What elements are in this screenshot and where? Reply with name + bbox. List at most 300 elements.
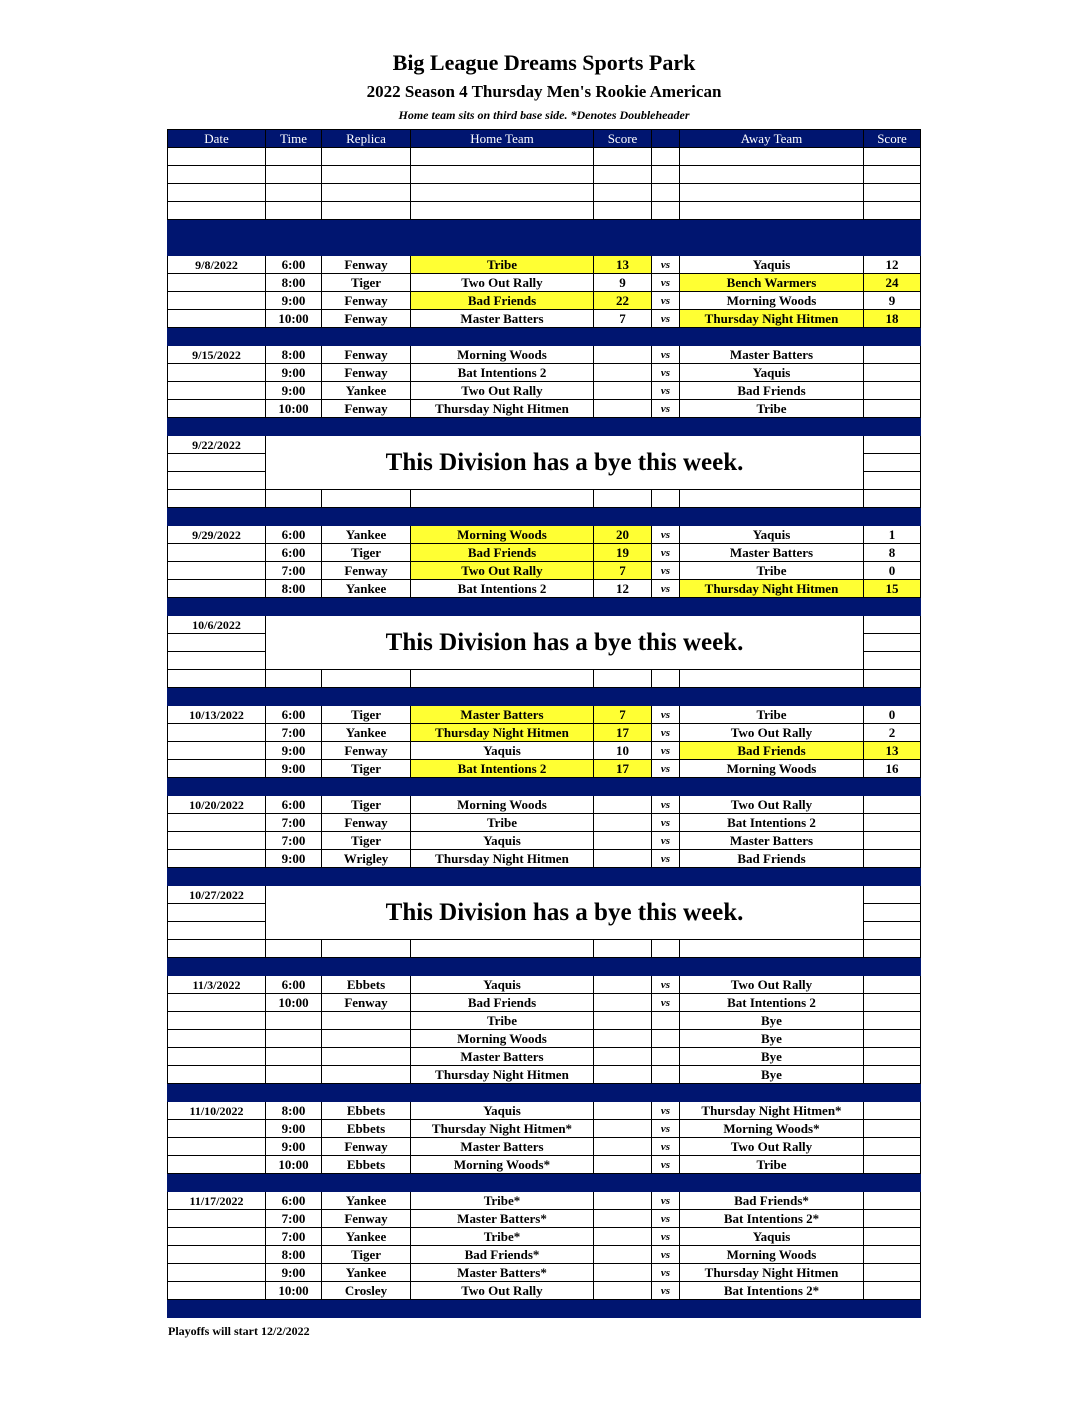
empty-cell <box>680 220 864 238</box>
empty-cell <box>266 148 322 166</box>
empty-cell <box>652 940 680 958</box>
vs-label: vs <box>652 850 680 868</box>
home-team: Yaquis <box>411 832 594 850</box>
game-field: Tiger <box>322 796 411 814</box>
empty-cell <box>322 418 411 436</box>
game-field: Fenway <box>322 562 411 580</box>
game-field <box>322 1012 411 1030</box>
home-score <box>594 1228 652 1246</box>
game-field: Tiger <box>322 832 411 850</box>
game-time: 6:00 <box>266 976 322 994</box>
empty-cell <box>168 328 266 346</box>
empty-row <box>168 166 921 184</box>
game-field <box>322 1066 411 1084</box>
empty-cell <box>864 778 921 796</box>
separator-row <box>168 328 921 346</box>
game-time <box>266 1066 322 1084</box>
game-field: Fenway <box>322 256 411 274</box>
game-row <box>168 364 921 382</box>
empty-cell <box>594 508 652 526</box>
game-row <box>168 814 921 832</box>
bye-message: This Division has a bye this week. <box>266 436 864 490</box>
game-field: Fenway <box>322 400 411 418</box>
empty-cell <box>411 1084 594 1102</box>
empty-cell <box>864 688 921 706</box>
away-team: Bat Intentions 2* <box>680 1282 864 1300</box>
empty-cell <box>168 274 266 292</box>
home-score: 12 <box>594 580 652 598</box>
home-score: 7 <box>594 562 652 580</box>
away-team: Bad Friends <box>680 850 864 868</box>
empty-cell <box>168 1300 266 1318</box>
empty-cell <box>168 562 266 580</box>
empty-cell <box>168 292 266 310</box>
home-team: Bat Intentions 2 <box>411 760 594 778</box>
away-team: Bench Warmers <box>680 274 864 292</box>
home-score: 13 <box>594 256 652 274</box>
away-score <box>864 994 921 1012</box>
game-row <box>168 1120 921 1138</box>
empty-cell <box>322 184 411 202</box>
game-time: 6:00 <box>266 256 322 274</box>
game-field: Fenway <box>322 994 411 1012</box>
header-vs <box>652 130 680 148</box>
empty-cell <box>168 904 266 922</box>
schedule-note: Home team sits on third base side. *Denotes Doubleheader <box>398 108 690 122</box>
empty-cell <box>168 238 266 256</box>
empty-cell <box>411 778 594 796</box>
away-score <box>864 1228 921 1246</box>
game-time: 8:00 <box>266 274 322 292</box>
empty-cell <box>266 238 322 256</box>
empty-cell <box>322 220 411 238</box>
home-score: 7 <box>594 310 652 328</box>
away-team: Two Out Rally <box>680 976 864 994</box>
empty-cell <box>266 166 322 184</box>
header-away-score: Score <box>864 130 921 148</box>
empty-cell <box>168 1228 266 1246</box>
game-row <box>168 1030 921 1048</box>
empty-cell <box>864 922 921 940</box>
vs-label: vs <box>652 1282 680 1300</box>
game-field: Yankee <box>322 1192 411 1210</box>
separator-row <box>168 778 921 796</box>
empty-cell <box>168 1012 266 1030</box>
away-score <box>864 1138 921 1156</box>
away-team: Morning Woods* <box>680 1120 864 1138</box>
game-time: 9:00 <box>266 742 322 760</box>
game-field: Ebbets <box>322 1156 411 1174</box>
vs-label: vs <box>652 1120 680 1138</box>
vs-label: vs <box>652 562 680 580</box>
empty-cell <box>411 508 594 526</box>
home-score: 17 <box>594 724 652 742</box>
empty-cell <box>864 148 921 166</box>
game-row <box>168 1102 921 1120</box>
empty-cell <box>266 1300 322 1318</box>
empty-cell <box>168 1048 266 1066</box>
empty-cell <box>680 184 864 202</box>
game-time: 10:00 <box>266 994 322 1012</box>
empty-cell <box>411 598 594 616</box>
empty-cell <box>322 1174 411 1192</box>
empty-cell <box>864 418 921 436</box>
empty-cell <box>168 364 266 382</box>
empty-cell <box>322 328 411 346</box>
vs-label: vs <box>652 544 680 562</box>
away-score: 0 <box>864 706 921 724</box>
empty-cell <box>322 166 411 184</box>
empty-cell <box>411 958 594 976</box>
empty-cell <box>322 238 411 256</box>
empty-cell <box>168 310 266 328</box>
game-field: Tiger <box>322 544 411 562</box>
empty-cell <box>168 940 266 958</box>
away-score <box>864 400 921 418</box>
empty-cell <box>411 490 594 508</box>
away-team: Morning Woods <box>680 1246 864 1264</box>
empty-cell <box>680 958 864 976</box>
away-score <box>864 1030 921 1048</box>
home-team: Bat Intentions 2 <box>411 580 594 598</box>
vs-label: vs <box>652 292 680 310</box>
empty-cell <box>266 958 322 976</box>
home-team: Bat Intentions 2 <box>411 364 594 382</box>
empty-row <box>168 148 921 166</box>
empty-cell <box>168 1174 266 1192</box>
empty-cell <box>864 436 921 454</box>
empty-cell <box>652 166 680 184</box>
home-team: Morning Woods <box>411 346 594 364</box>
game-field: Fenway <box>322 1210 411 1228</box>
empty-cell <box>864 634 921 652</box>
empty-cell <box>680 670 864 688</box>
bye-row <box>168 886 921 904</box>
schedule-table <box>167 129 921 1318</box>
game-time: 8:00 <box>266 346 322 364</box>
separator-row <box>168 868 921 886</box>
empty-cell <box>411 868 594 886</box>
game-row <box>168 1192 921 1210</box>
game-time: 8:00 <box>266 1102 322 1120</box>
vs-label: vs <box>652 1192 680 1210</box>
away-team: Thursday Night Hitmen* <box>680 1102 864 1120</box>
game-time: 9:00 <box>266 1264 322 1282</box>
vs-label: vs <box>652 1228 680 1246</box>
home-score: 22 <box>594 292 652 310</box>
empty-cell <box>864 220 921 238</box>
empty-cell <box>168 868 266 886</box>
bye-date: 10/27/2022 <box>168 886 266 904</box>
empty-cell <box>864 472 921 490</box>
game-field: Fenway <box>322 292 411 310</box>
separator-row <box>168 220 921 238</box>
empty-cell <box>322 1300 411 1318</box>
home-team: Bad Friends* <box>411 1246 594 1264</box>
game-date: 11/3/2022 <box>168 976 266 994</box>
empty-cell <box>168 148 266 166</box>
empty-cell <box>168 652 266 670</box>
empty-cell <box>266 598 322 616</box>
away-team: Bad Friends* <box>680 1192 864 1210</box>
empty-cell <box>864 1084 921 1102</box>
home-team: Bad Friends <box>411 994 594 1012</box>
empty-cell <box>266 670 322 688</box>
game-time: 6:00 <box>266 1192 322 1210</box>
home-score <box>594 994 652 1012</box>
empty-cell <box>168 1246 266 1264</box>
playoffs-note: Playoffs will start 12/2/2022 <box>168 1324 310 1338</box>
home-score <box>594 1066 652 1084</box>
vs-label: vs <box>652 1102 680 1120</box>
home-score <box>594 1264 652 1282</box>
empty-cell <box>652 1084 680 1102</box>
home-score: 17 <box>594 760 652 778</box>
empty-cell <box>864 328 921 346</box>
home-score: 7 <box>594 706 652 724</box>
empty-cell <box>322 202 411 220</box>
away-team: Yaquis <box>680 526 864 544</box>
empty-cell <box>168 1030 266 1048</box>
away-team: Thursday Night Hitmen <box>680 310 864 328</box>
separator-row <box>168 1084 921 1102</box>
away-team: Master Batters <box>680 346 864 364</box>
vs-label: vs <box>652 832 680 850</box>
vs-label: vs <box>652 364 680 382</box>
home-score: 19 <box>594 544 652 562</box>
home-score <box>594 1246 652 1264</box>
home-score: 20 <box>594 526 652 544</box>
empty-cell <box>594 1300 652 1318</box>
home-score <box>594 1012 652 1030</box>
game-field <box>322 1030 411 1048</box>
away-score <box>864 1246 921 1264</box>
game-row <box>168 1282 921 1300</box>
game-time: 10:00 <box>266 1156 322 1174</box>
home-score <box>594 1156 652 1174</box>
away-team: Yaquis <box>680 1228 864 1246</box>
empty-cell <box>864 868 921 886</box>
game-row <box>168 274 921 292</box>
game-field: Tiger <box>322 274 411 292</box>
game-field: Yankee <box>322 580 411 598</box>
empty-cell <box>652 202 680 220</box>
empty-cell <box>266 688 322 706</box>
empty-cell <box>864 202 921 220</box>
empty-cell <box>652 148 680 166</box>
game-time: 9:00 <box>266 382 322 400</box>
vs-label: vs <box>652 580 680 598</box>
empty-cell <box>594 418 652 436</box>
game-field: Yankee <box>322 724 411 742</box>
game-row <box>168 256 921 274</box>
empty-cell <box>864 508 921 526</box>
away-score: 8 <box>864 544 921 562</box>
empty-cell <box>680 490 864 508</box>
game-field: Tiger <box>322 760 411 778</box>
away-team: Tribe <box>680 1156 864 1174</box>
empty-cell <box>322 508 411 526</box>
home-team: Tribe <box>411 1012 594 1030</box>
home-score <box>594 814 652 832</box>
separator-row <box>168 1300 921 1318</box>
empty-cell <box>652 688 680 706</box>
empty-cell <box>168 688 266 706</box>
game-date: 9/8/2022 <box>168 256 266 274</box>
empty-cell <box>411 202 594 220</box>
empty-cell <box>411 418 594 436</box>
vs-label: vs <box>652 994 680 1012</box>
home-team: Thursday Night Hitmen <box>411 724 594 742</box>
empty-cell <box>594 238 652 256</box>
away-team: Morning Woods <box>680 292 864 310</box>
empty-cell <box>652 1030 680 1048</box>
empty-cell <box>652 508 680 526</box>
vs-label: vs <box>652 706 680 724</box>
empty-cell <box>652 418 680 436</box>
empty-cell <box>168 958 266 976</box>
empty-cell <box>652 220 680 238</box>
home-score: 10 <box>594 742 652 760</box>
empty-cell <box>266 184 322 202</box>
home-team: Tribe <box>411 814 594 832</box>
empty-cell <box>652 670 680 688</box>
game-field: Tiger <box>322 1246 411 1264</box>
empty-cell <box>411 1300 594 1318</box>
away-score <box>864 1066 921 1084</box>
game-date: 10/13/2022 <box>168 706 266 724</box>
home-score <box>594 1192 652 1210</box>
home-team: Tribe* <box>411 1228 594 1246</box>
empty-cell <box>322 670 411 688</box>
away-score: 18 <box>864 310 921 328</box>
empty-cell <box>266 490 322 508</box>
game-date: 11/10/2022 <box>168 1102 266 1120</box>
home-team: Master Batters* <box>411 1210 594 1228</box>
game-time: 8:00 <box>266 580 322 598</box>
empty-row <box>168 202 921 220</box>
home-team: Master Batters <box>411 1138 594 1156</box>
away-score: 16 <box>864 760 921 778</box>
empty-cell <box>652 238 680 256</box>
game-time <box>266 1048 322 1066</box>
game-row <box>168 346 921 364</box>
empty-cell <box>594 940 652 958</box>
empty-cell <box>168 778 266 796</box>
away-team: Tribe <box>680 400 864 418</box>
game-time: 7:00 <box>266 1210 322 1228</box>
game-time: 9:00 <box>266 760 322 778</box>
away-team: Bye <box>680 1066 864 1084</box>
empty-cell <box>594 328 652 346</box>
home-score <box>594 796 652 814</box>
empty-cell <box>266 202 322 220</box>
home-team: Morning Woods* <box>411 1156 594 1174</box>
game-time: 9:00 <box>266 364 322 382</box>
empty-cell <box>168 634 266 652</box>
home-team: Morning Woods <box>411 796 594 814</box>
empty-cell <box>168 1282 266 1300</box>
game-date: 9/15/2022 <box>168 346 266 364</box>
away-score <box>864 1282 921 1300</box>
game-row <box>168 994 921 1012</box>
empty-cell <box>864 454 921 472</box>
empty-cell <box>652 958 680 976</box>
game-row <box>168 1246 921 1264</box>
home-score <box>594 1030 652 1048</box>
away-team: Two Out Rally <box>680 724 864 742</box>
home-score <box>594 1138 652 1156</box>
empty-cell <box>680 418 864 436</box>
away-team: Thursday Night Hitmen <box>680 580 864 598</box>
game-time: 10:00 <box>266 310 322 328</box>
empty-cell <box>322 490 411 508</box>
empty-cell <box>680 688 864 706</box>
away-team: Master Batters <box>680 544 864 562</box>
game-field: Crosley <box>322 1282 411 1300</box>
game-field: Ebbets <box>322 1120 411 1138</box>
empty-cell <box>411 940 594 958</box>
away-score <box>864 382 921 400</box>
game-row <box>168 526 921 544</box>
empty-cell <box>168 166 266 184</box>
away-score <box>864 850 921 868</box>
empty-cell <box>594 1174 652 1192</box>
empty-cell <box>652 1300 680 1318</box>
separator-row <box>168 418 921 436</box>
empty-cell <box>680 508 864 526</box>
game-field: Yankee <box>322 1228 411 1246</box>
vs-label: vs <box>652 1264 680 1282</box>
home-team: Tribe* <box>411 1192 594 1210</box>
game-time: 7:00 <box>266 562 322 580</box>
empty-cell <box>322 598 411 616</box>
game-time: 6:00 <box>266 796 322 814</box>
away-team: Two Out Rally <box>680 796 864 814</box>
empty-cell <box>266 220 322 238</box>
empty-cell <box>594 202 652 220</box>
empty-cell <box>168 454 266 472</box>
empty-cell <box>594 166 652 184</box>
game-row <box>168 706 921 724</box>
empty-cell <box>322 940 411 958</box>
empty-cell <box>168 1120 266 1138</box>
game-row <box>168 382 921 400</box>
game-field: Fenway <box>322 310 411 328</box>
separator-row <box>168 1174 921 1192</box>
empty-cell <box>266 868 322 886</box>
home-team: Master Batters <box>411 310 594 328</box>
empty-cell <box>680 598 864 616</box>
away-score <box>864 1120 921 1138</box>
game-row <box>168 760 921 778</box>
header-home-team: Home Team <box>411 130 594 148</box>
game-row <box>168 310 921 328</box>
home-team: Yaquis <box>411 1102 594 1120</box>
empty-cell <box>168 1156 266 1174</box>
empty-cell <box>680 868 864 886</box>
game-row <box>168 1264 921 1282</box>
empty-cell <box>864 940 921 958</box>
empty-cell <box>168 814 266 832</box>
game-date: 11/17/2022 <box>168 1192 266 1210</box>
game-date: 9/29/2022 <box>168 526 266 544</box>
game-row <box>168 1012 921 1030</box>
empty-cell <box>652 328 680 346</box>
separator-row <box>168 958 921 976</box>
bye-row <box>168 436 921 454</box>
empty-cell <box>594 868 652 886</box>
